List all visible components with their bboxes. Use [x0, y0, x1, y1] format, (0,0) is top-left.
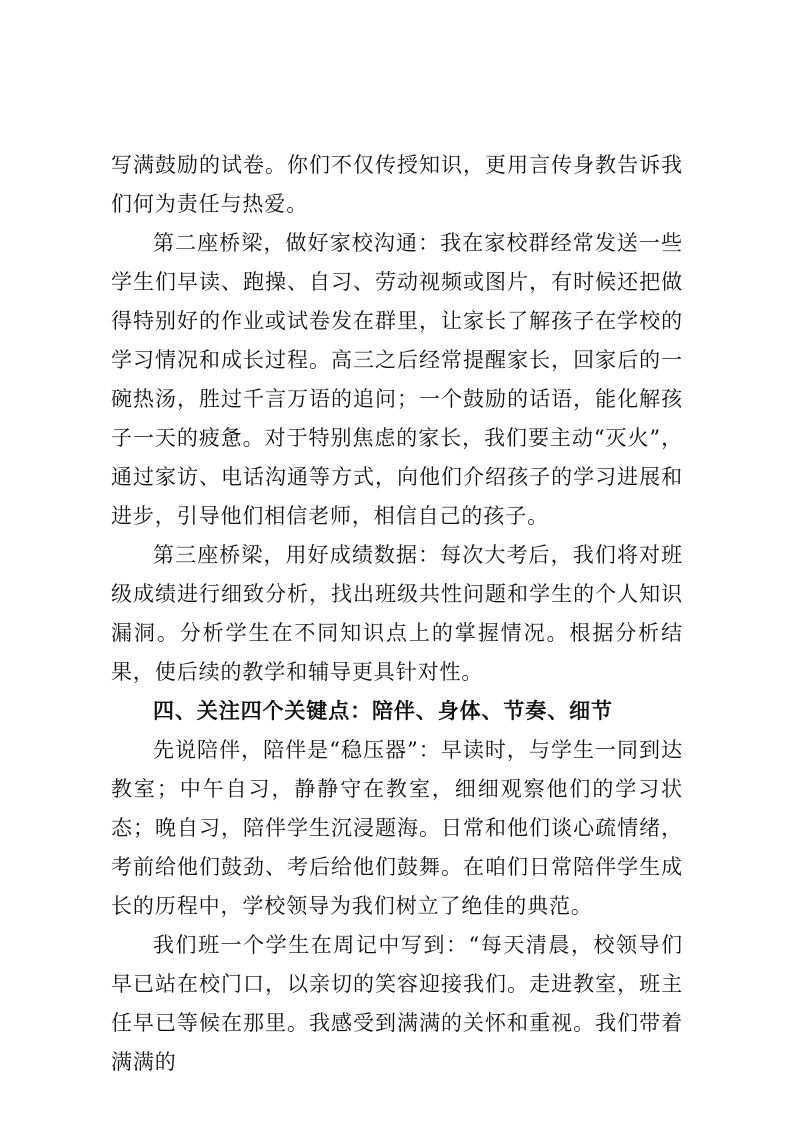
- paragraph-home-school-communication: 第二座桥梁，做好家校沟通：我在家校群经常发送一些学生们早读、跑操、自习、劳动视频或图片，有时候还把做得特别好的作业或试卷发在群里，让家长了解孩子在学校的学习情况和成长过程。高三之后经常提醒家长，回家后的一碗热汤，胜过千言万语的追问；一个鼓励的话语，能化解孩子一天的疲惫。对于特别焦虑的家长，我们要主动“灭火”，通过家访、电话沟通等方式，向他们介绍孩子的学习进展和进步，引导他们相信老师，相信自己的孩子。: [111, 231, 683, 528]
- section-heading-four-key-points: 四、关注四个关键点：陪伴、身体、节奏、细节: [153, 699, 613, 723]
- document-body: [111, 146, 683, 1082]
- paragraph-continuation: 写满鼓励的试卷。你们不仅传授知识，更用言传身教告诉我们何为责任与热爱。: [111, 153, 683, 216]
- paragraph-grade-data: 第三座桥梁，用好成绩数据：每次大考后，我们将对班级成绩进行细致分析，找出班级共性问题和学生的个人知识漏洞。分析学生在不同知识点上的掌握情况。根据分析结果，使后续的教学和辅导更具针对性。: [111, 543, 683, 684]
- paragraph-companionship: 先说陪伴，陪伴是“稳压器”：早读时，与学生一同到达教室；中午自习，静静守在教室，细细观察他们的学习状态；晚自习，陪伴学生沉浸题海。日常和他们谈心疏情绪，考前给他们鼓劲、考后给他们鼓舞。在咱们日常陪伴学生成长的历程中，学校领导为我们树立了绝佳的典范。: [111, 738, 683, 918]
- paragraph-student-journal: 我们班一个学生在周记中写到：“每天清晨，校领导们早已站在校门口，以亲切的笑容迎接我们。走进教室，班主任早已等候在那里。我感受到满满的关怀和重视。我们带着满满的: [111, 933, 683, 1074]
